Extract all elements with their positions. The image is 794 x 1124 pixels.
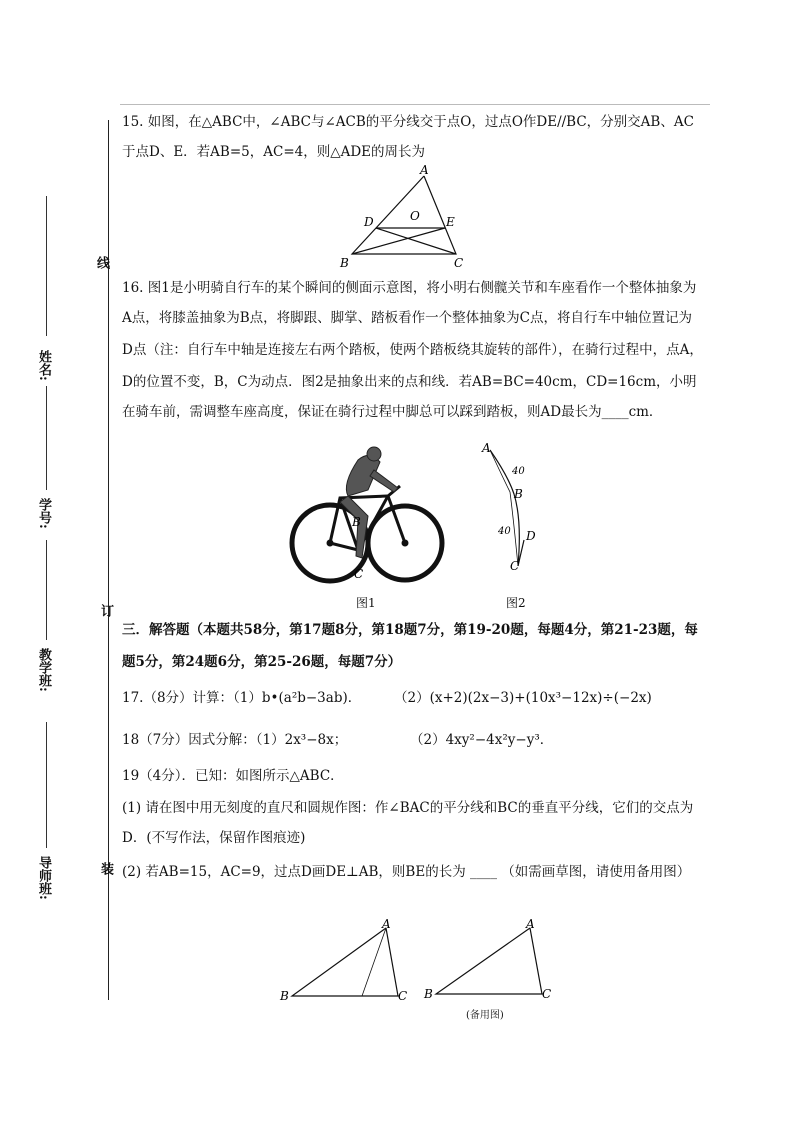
section3-header-line2: 题5分，第24题6分，第25-26题，每题7分） bbox=[122, 654, 402, 670]
label-d: D bbox=[364, 215, 374, 229]
name-label: 姓名: bbox=[36, 350, 51, 381]
label-b: B bbox=[340, 256, 349, 270]
binding-mark-ding: 订 bbox=[98, 604, 113, 617]
q17-part1: 17.（8分）计算：（1）b•(a²b−3ab)． bbox=[122, 690, 362, 706]
segment-be bbox=[352, 228, 445, 254]
q19-spare-triangle-figure bbox=[422, 916, 562, 1008]
abstract-points-figure bbox=[470, 440, 550, 580]
label-c: C bbox=[542, 987, 552, 1001]
q15-triangle-figure bbox=[336, 162, 466, 272]
spare-figure-caption: (备用图) bbox=[466, 1010, 504, 1021]
header-rule bbox=[120, 104, 710, 105]
q19-triangle-figure bbox=[276, 916, 416, 1008]
label-a: A bbox=[526, 917, 535, 931]
fig2-caption: 图2 bbox=[506, 596, 526, 610]
label-c: C bbox=[398, 989, 408, 1003]
bicycle-rider-figure bbox=[288, 440, 448, 585]
binding-mark-zhuang: 装 bbox=[98, 862, 113, 875]
q19-intro: 19（4分）．已知：如图所示△ABC． bbox=[122, 768, 344, 784]
q18-part2: （2）4xy²−4x²y−y³． bbox=[410, 732, 554, 748]
class-label: 教学班: bbox=[36, 648, 51, 692]
name-field[interactable] bbox=[46, 196, 47, 336]
class-field[interactable] bbox=[46, 540, 47, 640]
q19-part2: (2) 若AB=15，AC=9，过点D画DE⊥AB，则BE的长为 ____ （如需画草图，请使用备用图） bbox=[122, 864, 691, 880]
label-c: C bbox=[354, 567, 364, 581]
label-b: B bbox=[352, 515, 361, 529]
student-id-label: 学号: bbox=[36, 498, 51, 529]
q18-part1: 18（7分）因式分解：（1）2x³−8x； bbox=[122, 732, 348, 748]
fig1-caption: 图1 bbox=[356, 596, 376, 610]
label-a: A bbox=[482, 441, 491, 455]
q16-line2: A点，将膝盖抽象为B点，将脚跟、脚掌、踏板看作一个整体抽象为C点，将自行车中轴位置记为 bbox=[122, 310, 692, 326]
q19-part1-line2: D．(不写作法，保留作图痕迹) bbox=[122, 830, 306, 846]
q19-part1-line1: (1) 请在图中用无刻度的直尺和圆规作图：作∠BAC的平分线和BC的垂直平分线，它们的交点为 bbox=[122, 800, 694, 816]
segment-dc bbox=[376, 228, 456, 254]
student-id-field[interactable] bbox=[46, 386, 47, 490]
rider-head bbox=[367, 447, 381, 461]
label-o: O bbox=[410, 209, 420, 223]
binding-mark-line: 线 bbox=[94, 256, 109, 269]
label-c: C bbox=[510, 559, 520, 573]
label-ab: 40 bbox=[512, 466, 525, 477]
label-bc: 40 bbox=[498, 526, 511, 537]
label-b: B bbox=[280, 989, 289, 1003]
label-a: A bbox=[382, 917, 391, 931]
q15-line1: 15. 如图，在△ABC中，∠ABC与∠ACB的平分线交于点O，过点O作DE//BC，分别交AB、AC bbox=[122, 114, 694, 130]
section3-header-line1: 三．解答题（本题共58分，第17题8分，第18题7分，第19-20题，每题4分，第21-23题，每 bbox=[122, 622, 698, 638]
label-b: B bbox=[514, 487, 523, 501]
label-a: A bbox=[420, 163, 429, 177]
q15-line2: 于点D、E．若AB=5，AC=4，则△ADE的周长为 bbox=[122, 144, 426, 160]
q16-line5: 在骑车前，需调整车座高度，保证在骑行过程中脚总可以踩到踏板，则AD最长为____cm． bbox=[122, 404, 663, 420]
label-d: D bbox=[526, 529, 536, 543]
label-b: B bbox=[424, 987, 433, 1001]
q16-line1: 16. 图1是小明骑自行车的某个瞬间的侧面示意图，将小明右侧髋关节和车座看作一个整体抽象为 bbox=[122, 280, 697, 296]
q16-line4: D的位置不变，B，C为动点．图2是抽象出来的点和线．若AB=BC=40cm，CD=16cm，小明 bbox=[122, 374, 697, 390]
q17-part2: （2）(x+2)(2x−3)+(10x³−12x)÷(−2x) bbox=[394, 690, 652, 706]
tutor-field[interactable] bbox=[46, 722, 47, 848]
label-c: C bbox=[454, 256, 464, 270]
tutor-label: 导师班: bbox=[36, 856, 51, 900]
label-e: E bbox=[446, 215, 455, 229]
q16-line3: D点（注：自行车中轴是连接左右两个踏板，使两个踏板绕其旋转的部件），在骑行过程中，点A， bbox=[122, 342, 703, 358]
